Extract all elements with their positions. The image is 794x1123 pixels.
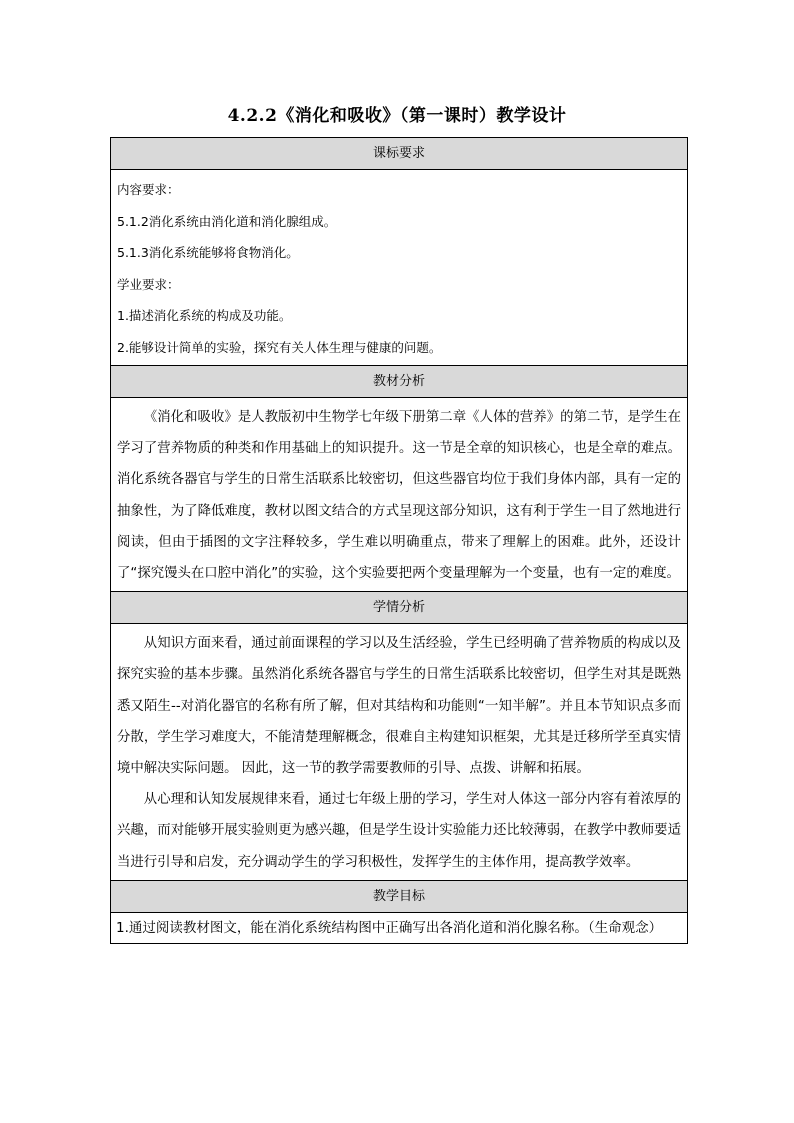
curriculum-line-academic-requirements: 学业要求： (117, 276, 180, 292)
curriculum-line-5-1-3: 5.1.3消化系统能够将食物消化。 (117, 245, 299, 260)
student-analysis-header: 学情分析 (111, 592, 688, 624)
curriculum-content (111, 170, 688, 366)
curriculum-line-item-2: 2.能够设计简单的实验，探究有关人体生理与健康的问题。 (117, 339, 442, 355)
textbook-content-row (111, 398, 688, 592)
textbook-header-row (111, 366, 688, 398)
lesson-plan-table (110, 137, 688, 944)
students-content-row (111, 624, 688, 881)
curriculum-content-row (111, 170, 688, 366)
objective-item-1: 1.通过阅读教材图文，能在消化系统结构图中正确写出各消化道和消化腺名称。（生命观念） (116, 919, 663, 936)
students-header-row (111, 592, 688, 624)
curriculum-line-item-1: 1.描述消化系统的构成及功能。 (117, 308, 292, 323)
textbook-analysis-header: 教材分析 (111, 366, 688, 398)
textbook-analysis-content (111, 398, 688, 592)
curriculum-header: 课标要求 (111, 138, 688, 170)
objectives-header-row (111, 880, 688, 912)
teaching-objectives-content (111, 912, 688, 943)
textbook-analysis-paragraph: 《消化和吸收》是人教版初中生物学七年级下册第二章《人体的营养》的第二节，是学生在学习了营养物质的种类和作用基础上的知识提升。这一节是全章的知识核心，也是全章的难点。消化系统各器官与学生的日常生活联系比较密切，但这些器官均位于我们身体内部，具有一定的抽象性，为了降低难度，教材以图文结合的方式呈现这部分知识，这有利于学生一目了然地进行阅读，但由于插图的文字注释较多，学生难以明确重点，带来了理解上的困难。此外，还设计了“探究馒头在口腔中消化”的实验，这个实验要把两个变量理解为一个变量，也有一定的难度。 (117, 410, 681, 582)
teaching-objectives-header: 教学目标 (111, 880, 688, 912)
student-analysis-content (111, 624, 688, 881)
student-analysis-paragraph-knowledge: 从知识方面来看，通过前面课程的学习以及生活经验，学生已经明确了营养物质的构成以及探究实验的基本步骤。虽然消化系统各器官与学生的日常生活联系比较密切，但学生对其是既熟悉又陌生--对消化器官的名称有所了解，但对其结构和功能则“一知半解”。并且本节知识点多而分散，学生学习难度大，不能清楚理解概念，很难自主构建知识框架，尤其是迁移所学至真实情境中解决实际问题。 因此，这一节的教学需要教师的引导、点拨、讲解和拓展。 (117, 636, 681, 777)
curriculum-line-content-requirements: 内容要求： (117, 182, 180, 197)
curriculum-header-row (111, 138, 688, 170)
objectives-content-row (111, 912, 688, 943)
student-analysis-paragraph-psychology: 从心理和认知发展规律来看，通过七年级上册的学习，学生对人体这一部分内容有着浓厚的兴趣，而对能够开展实验则更为感兴趣，但是学生设计实验能力还比较薄弱，在教学中教师要适当进行引导和启发，充分调动学生的学习积极性，发挥学生的主体作用，提高教学效率。 (117, 792, 681, 870)
curriculum-line-5-1-2: 5.1.2消化系统由消化道和消化腺组成。 (117, 213, 337, 229)
document-title: 4.2.2《消化和吸收》（第一课时）教学设计 (227, 106, 567, 126)
